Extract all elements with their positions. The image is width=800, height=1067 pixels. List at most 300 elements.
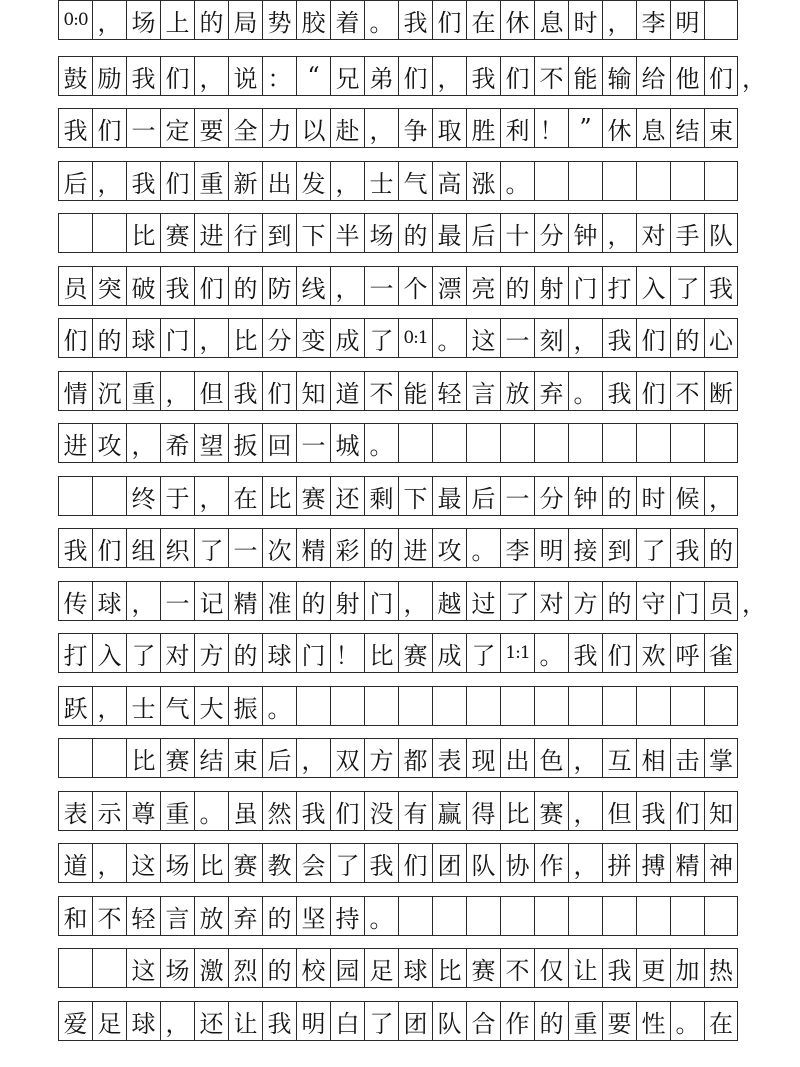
grid-cell: 休 [602, 108, 636, 148]
grid-cell: 休 [500, 0, 534, 40]
grid-cell: 气 [398, 161, 432, 201]
grid-cell: 更 [636, 948, 670, 988]
grid-cell: 着 [330, 0, 364, 40]
grid-cell: 的 [398, 213, 432, 253]
grid-cell: 彩 [330, 528, 364, 568]
grid-cell: 了 [636, 528, 670, 568]
grid-cell: 0:0 [58, 0, 92, 40]
grid-cell [466, 423, 500, 463]
grid-cell: 们 [636, 371, 670, 411]
grid-cell: 们 [704, 56, 738, 96]
grid-cell: 出 [262, 161, 296, 201]
grid-cell [670, 686, 704, 726]
grid-cell [330, 686, 364, 726]
grid-cell: 新 [228, 161, 262, 201]
grid-cell: 我 [160, 266, 194, 306]
grid-cell: 们 [330, 791, 364, 831]
grid-cell: 热 [704, 948, 738, 988]
grid-cell: 们 [398, 843, 432, 883]
grid-cell: 后 [58, 161, 92, 201]
grid-cell: ， [602, 0, 636, 40]
grid-cell: 队 [432, 1001, 466, 1041]
grid-cell: 比 [364, 633, 398, 673]
grid-cell [398, 423, 432, 463]
grid-cell: 我 [296, 791, 330, 831]
grid-cell: 的 [704, 528, 738, 568]
grid-cell: 我 [228, 371, 262, 411]
grid-cell: 这 [466, 318, 500, 358]
grid-cell: 分 [534, 476, 568, 516]
grid-cell: 李 [500, 528, 534, 568]
grid-cell: 我 [364, 843, 398, 883]
grid-cell [500, 686, 534, 726]
grid-cell: ， [160, 371, 194, 411]
grid-cell: 希 [160, 423, 194, 463]
grid-cell: 的 [534, 1001, 568, 1041]
grid-cell: 不 [500, 948, 534, 988]
grid-cell: 他 [670, 56, 704, 96]
grid-cell: 门 [364, 581, 398, 621]
grid-row [0, 161, 800, 201]
grid-cell: 于 [160, 476, 194, 516]
grid-cell: 现 [466, 738, 500, 778]
grid-cell: 十 [500, 213, 534, 253]
grid-cell: ！ [534, 108, 568, 148]
grid-cell: 言 [160, 896, 194, 936]
grid-cell: 表 [58, 791, 92, 831]
grid-cell: 足 [364, 948, 398, 988]
grid-cell: 都 [398, 738, 432, 778]
grid-cell: 让 [228, 1001, 262, 1041]
grid-cell: 没 [364, 791, 398, 831]
grid-cell [534, 896, 568, 936]
grid-row [0, 0, 800, 40]
grid-cell: ： [262, 56, 296, 96]
grid-cell: 一 [500, 318, 534, 358]
grid-cell: 记 [194, 581, 228, 621]
grid-cell: 作 [534, 843, 568, 883]
grid-cell: 和 [58, 896, 92, 936]
grid-cell: 的 [296, 581, 330, 621]
grid-cell: 发 [296, 161, 330, 201]
grid-cell: 我 [58, 528, 92, 568]
grid-cell [58, 738, 92, 778]
grid-cell: 防 [262, 266, 296, 306]
grid-cell: 全 [228, 108, 262, 148]
grid-cell: 有 [398, 791, 432, 831]
grid-cell [58, 213, 92, 253]
grid-cell: 们 [636, 318, 670, 358]
grid-cell: 不 [670, 371, 704, 411]
grid-cell: 。 [568, 371, 602, 411]
grid-cell: 持 [330, 896, 364, 936]
grid-row [0, 791, 800, 831]
grid-cell [602, 161, 636, 201]
grid-cell: 教 [262, 843, 296, 883]
grid-cell: ， [568, 791, 602, 831]
grid-cell [704, 0, 738, 40]
grid-cell: 下 [398, 476, 432, 516]
grid-cell [704, 161, 738, 201]
grid-cell: 。 [534, 633, 568, 673]
grid-cell: 我 [636, 791, 670, 831]
grid-cell: 利 [500, 108, 534, 148]
grid-cell: 的 [602, 581, 636, 621]
grid-cell: 们 [262, 371, 296, 411]
grid-cell: 准 [262, 581, 296, 621]
grid-cell: 比 [126, 738, 160, 778]
grid-cell: 后 [262, 738, 296, 778]
grid-cell [568, 423, 602, 463]
grid-cell: ， [330, 161, 364, 201]
grid-row [0, 318, 800, 358]
grid-cell [466, 686, 500, 726]
grid-cell: 。 [262, 686, 296, 726]
grid-cell: 攻 [432, 528, 466, 568]
grid-cell: 候 [670, 476, 704, 516]
grid-cell: 时 [636, 476, 670, 516]
grid-cell: 轻 [432, 371, 466, 411]
grid-cell: 扳 [228, 423, 262, 463]
grid-cell: 赛 [296, 476, 330, 516]
grid-cell: 明 [670, 0, 704, 40]
grid-cell: 接 [568, 528, 602, 568]
grid-cell: 这 [126, 843, 160, 883]
grid-cell: 个 [398, 266, 432, 306]
grid-cell: 尊 [126, 791, 160, 831]
grid-cell: 我 [602, 948, 636, 988]
grid-cell [568, 686, 602, 726]
grid-cell: 传 [58, 581, 92, 621]
grid-cell: 球 [126, 318, 160, 358]
grid-cell: 门 [296, 633, 330, 673]
grid-cell: 涨 [466, 161, 500, 201]
grid-cell: 息 [534, 0, 568, 40]
grid-cell [58, 948, 92, 988]
grid-cell: 次 [262, 528, 296, 568]
grid-cell: 。 [500, 161, 534, 201]
grid-cell: 争 [398, 108, 432, 148]
grid-cell: 对 [636, 213, 670, 253]
grid-cell: 们 [58, 318, 92, 358]
grid-cell: 剩 [364, 476, 398, 516]
grid-cell: 但 [602, 791, 636, 831]
grid-cell: 们 [500, 56, 534, 96]
grid-cell [602, 423, 636, 463]
grid-cell: 一 [500, 476, 534, 516]
grid-cell: 成 [330, 318, 364, 358]
grid-cell: 精 [296, 528, 330, 568]
grid-cell: 沉 [92, 371, 126, 411]
grid-cell [534, 161, 568, 201]
grid-cell: 场 [160, 948, 194, 988]
grid-cell: ， [398, 581, 432, 621]
grid-cell: 说 [228, 56, 262, 96]
grid-cell: 情 [58, 371, 92, 411]
grid-cell: 场 [160, 843, 194, 883]
grid-cell: 让 [568, 948, 602, 988]
grid-cell: ， [126, 581, 160, 621]
grid-cell: ， [568, 738, 602, 778]
grid-cell: 的 [364, 528, 398, 568]
grid-cell [704, 686, 738, 726]
grid-cell: 不 [92, 896, 126, 936]
grid-cell: 的 [194, 0, 228, 40]
grid-cell [670, 896, 704, 936]
grid-cell: 息 [636, 108, 670, 148]
grid-cell: 束 [228, 738, 262, 778]
grid-cell: 们 [398, 56, 432, 96]
grid-cell: 入 [636, 266, 670, 306]
grid-cell: 1:1 [500, 633, 534, 673]
grid-cell: 一 [160, 581, 194, 621]
grid-cell: 了 [126, 633, 160, 673]
grid-cell: 定 [160, 108, 194, 148]
grid-cell: 的 [262, 948, 296, 988]
grid-cell: 比 [432, 948, 466, 988]
grid-cell: 示 [92, 791, 126, 831]
grid-cell: 下 [296, 213, 330, 253]
grid-cell: 白 [330, 1001, 364, 1041]
grid-cell: 我 [58, 108, 92, 148]
grid-cell: 过 [466, 581, 500, 621]
grid-cell: 在 [704, 1001, 738, 1041]
grid-cell: 了 [466, 633, 500, 673]
grid-cell: 跃 [58, 686, 92, 726]
grid-cell: 赛 [160, 738, 194, 778]
grid-cell: 分 [534, 213, 568, 253]
grid-cell: 钟 [568, 476, 602, 516]
grid-cell: 回 [262, 423, 296, 463]
grid-cell [534, 686, 568, 726]
grid-cell: 们 [432, 0, 466, 40]
grid-cell: 球 [92, 581, 126, 621]
grid-cell: 一 [364, 266, 398, 306]
grid-cell: 终 [126, 476, 160, 516]
grid-cell: 士 [364, 161, 398, 201]
grid-cell: 最 [432, 476, 466, 516]
grid-cell: 变 [296, 318, 330, 358]
grid-cell: 对 [160, 633, 194, 673]
grid-cell: 给 [636, 56, 670, 96]
grid-cell: 的 [670, 318, 704, 358]
grid-row [0, 1001, 800, 1041]
grid-cell [500, 423, 534, 463]
grid-cell [704, 423, 738, 463]
grid-cell: 亮 [466, 266, 500, 306]
grid-cell: 束 [704, 108, 738, 148]
grid-cell [670, 423, 704, 463]
grid-cell: 方 [364, 738, 398, 778]
grid-cell: 爱 [58, 1001, 92, 1041]
grid-cell: 李 [636, 0, 670, 40]
grid-cell [636, 896, 670, 936]
grid-cell [466, 896, 500, 936]
grid-cell: ， [160, 1001, 194, 1041]
grid-cell: 相 [636, 738, 670, 778]
grid-cell: 我 [126, 161, 160, 201]
grid-cell: 攻 [92, 423, 126, 463]
grid-cell: 赛 [534, 791, 568, 831]
grid-cell: 击 [670, 738, 704, 778]
grid-cell: 的 [602, 476, 636, 516]
grid-cell: 组 [126, 528, 160, 568]
grid-cell: 我 [704, 266, 738, 306]
grid-cell [704, 896, 738, 936]
grid-cell: 言 [466, 371, 500, 411]
grid-cell: 道 [58, 843, 92, 883]
grid-cell: 球 [398, 948, 432, 988]
grid-cell [398, 896, 432, 936]
grid-cell: 上 [160, 0, 194, 40]
grid-cell: 搏 [636, 843, 670, 883]
grid-cell: 突 [92, 266, 126, 306]
grid-cell: 拼 [602, 843, 636, 883]
grid-cell: 员 [704, 581, 738, 621]
grid-cell: 掌 [704, 738, 738, 778]
grid-cell: 射 [534, 266, 568, 306]
grid-cell [92, 948, 126, 988]
grid-cell: 还 [194, 1001, 228, 1041]
grid-cell: 。 [364, 0, 398, 40]
grid-cell [568, 896, 602, 936]
grid-row [0, 528, 800, 568]
grid-cell: 校 [296, 948, 330, 988]
grid-cell: 士 [126, 686, 160, 726]
grid-cell: 赛 [466, 948, 500, 988]
grid-cell: 园 [330, 948, 364, 988]
grid-cell: ， [704, 476, 738, 516]
grid-cell: ， [602, 213, 636, 253]
grid-cell: 了 [670, 266, 704, 306]
grid-cell: 后 [466, 476, 500, 516]
grid-cell: 门 [568, 266, 602, 306]
overflow-punctuation: ， [742, 64, 766, 93]
grid-cell: 轻 [126, 896, 160, 936]
grid-cell: 时 [568, 0, 602, 40]
grid-cell: 不 [364, 371, 398, 411]
grid-cell: 心 [704, 318, 738, 358]
grid-cell: 射 [330, 581, 364, 621]
grid-cell: 城 [330, 423, 364, 463]
grid-cell: 比 [126, 213, 160, 253]
grid-cell: 队 [466, 843, 500, 883]
grid-cell [568, 161, 602, 201]
grid-row [0, 843, 800, 883]
grid-cell: 这 [126, 948, 160, 988]
grid-cell: 胶 [296, 0, 330, 40]
grid-cell: 重 [160, 791, 194, 831]
grid-cell: 成 [432, 633, 466, 673]
grid-cell: 大 [194, 686, 228, 726]
grid-cell: ， [568, 318, 602, 358]
grid-cell: 团 [432, 843, 466, 883]
grid-cell: 断 [704, 371, 738, 411]
grid-cell: 。 [670, 1001, 704, 1041]
overflow-punctuation: ， [742, 589, 766, 618]
grid-cell: ， [364, 108, 398, 148]
grid-cell: 合 [466, 1001, 500, 1041]
grid-cell: 高 [432, 161, 466, 201]
grid-cell: 越 [432, 581, 466, 621]
grid-cell: 分 [262, 318, 296, 358]
grid-cell: 神 [704, 843, 738, 883]
grid-cell: 烈 [228, 948, 262, 988]
grid-cell: ， [330, 266, 364, 306]
grid-cell: 的 [228, 633, 262, 673]
grid-cell: 刻 [534, 318, 568, 358]
grid-cell: 放 [194, 896, 228, 936]
grid-cell [636, 686, 670, 726]
grid-cell [636, 423, 670, 463]
grid-cell [92, 213, 126, 253]
grid-cell [92, 738, 126, 778]
grid-cell: 球 [126, 1001, 160, 1041]
grid-cell: 织 [160, 528, 194, 568]
grid-cell: 一 [228, 528, 262, 568]
grid-cell: 钟 [568, 213, 602, 253]
grid-cell: 赛 [398, 633, 432, 673]
grid-cell: 方 [194, 633, 228, 673]
grid-cell: 们 [160, 56, 194, 96]
grid-row [0, 423, 800, 463]
grid-cell: 放 [500, 371, 534, 411]
grid-cell: 能 [568, 56, 602, 96]
grid-cell: ， [92, 0, 126, 40]
grid-cell: 球 [262, 633, 296, 673]
grid-cell: 表 [432, 738, 466, 778]
grid-cell: 要 [602, 1001, 636, 1041]
grid-cell: 。 [194, 791, 228, 831]
grid-cell: 明 [534, 528, 568, 568]
grid-cell: 力 [262, 108, 296, 148]
grid-cell: 但 [194, 371, 228, 411]
grid-cell: 了 [364, 318, 398, 358]
grid-cell: 加 [670, 948, 704, 988]
grid-cell: ， [194, 56, 228, 96]
grid-cell: ， [194, 318, 228, 358]
grid-cell: 进 [58, 423, 92, 463]
grid-cell: 弃 [228, 896, 262, 936]
grid-cell: 队 [704, 213, 738, 253]
grid-cell: “ [296, 56, 330, 96]
grid-cell: 仅 [534, 948, 568, 988]
grid-cell: 方 [568, 581, 602, 621]
grid-cell: 要 [194, 108, 228, 148]
grid-cell: 望 [194, 423, 228, 463]
grid-cell: 了 [500, 581, 534, 621]
grid-cell: 协 [500, 843, 534, 883]
grid-cell: 行 [228, 213, 262, 253]
grid-cell: 我 [670, 528, 704, 568]
grid-cell: 。 [432, 318, 466, 358]
grid-cell: 知 [296, 371, 330, 411]
grid-cell: 我 [466, 56, 500, 96]
grid-cell: 局 [228, 0, 262, 40]
grid-cell [500, 896, 534, 936]
grid-cell: 足 [92, 1001, 126, 1041]
grid-cell [432, 423, 466, 463]
grid-cell: 重 [568, 1001, 602, 1041]
grid-cell: 雀 [704, 633, 738, 673]
grid-cell: 我 [398, 0, 432, 40]
grid-cell: 我 [126, 56, 160, 96]
grid-cell: 0:1 [398, 318, 432, 358]
grid-cell: ， [92, 843, 126, 883]
grid-cell: 作 [500, 1001, 534, 1041]
grid-cell: ， [432, 56, 466, 96]
grid-cell: 们 [160, 161, 194, 201]
